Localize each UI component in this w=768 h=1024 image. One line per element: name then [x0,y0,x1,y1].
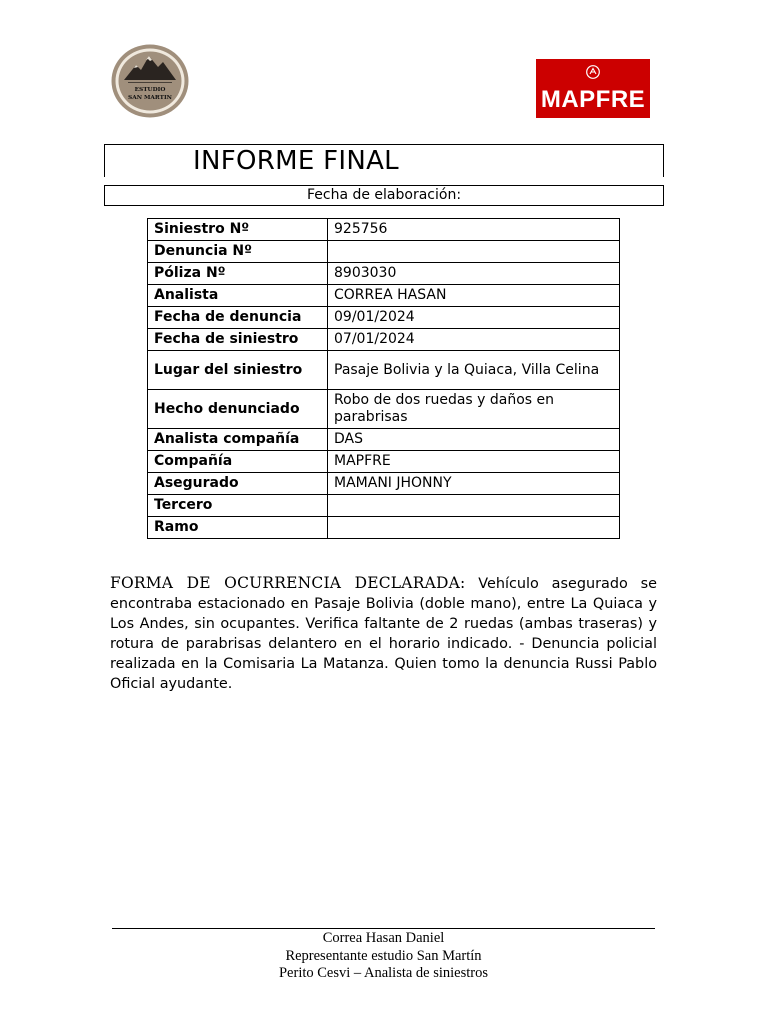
table-row [148,429,620,451]
table-row [148,241,620,263]
table-cell-label: Denuncia Nº [148,241,328,263]
table-cell-label: Fecha de denuncia [148,307,328,329]
table-cell-value [328,241,620,263]
table-row [148,351,620,390]
table-row [148,329,620,351]
table-cell-label: Fecha de siniestro [148,329,328,351]
table-row [148,285,620,307]
logo-text-line2: SAN MARTIN [128,95,172,101]
table-cell-label: Tercero [148,495,328,517]
title-box [104,144,664,177]
mapfre-brand-text: MAPFRE [540,86,646,113]
table-cell-label: Compañía [148,451,328,473]
occurrence-body: Vehículo asegurado se encontraba estacionado en Pasaje Bolivia (doble mano), entre La Quiaca y Los Andes, sin ocupantes. Verifica faltante de 2 ruedas (ambas traseras) y rotura de parabrisas delantero en el horario indicado. - Denuncia policial realizada en la Comisaria La Matanza. Quien tomo la denuncia Russi Pablo Oficial ayudante. [110,576,657,692]
table-cell-value: MAPFRE [328,451,620,473]
logo-text-line1: ESTUDIO [134,87,166,93]
table-row [148,517,620,539]
table-cell-value: 925756 [328,219,620,241]
occurrence-description [110,573,657,694]
signature-role: Representante estudio San Martín [285,947,482,964]
mapfre-emblem-icon [585,64,601,80]
table-cell-label: Hecho denunciado [148,390,328,429]
table-cell-label: Lugar del siniestro [148,351,328,390]
signature-block [112,930,655,983]
signature-name: Correa Hasan Daniel [322,930,445,946]
table-cell-value: CORREA HASAN [328,285,620,307]
signature-line [112,928,655,929]
table-cell-label: Póliza Nº [148,263,328,285]
table-cell-label: Siniestro Nº [148,219,328,241]
claim-info-table [147,218,620,539]
table-row [148,473,620,495]
page-title: INFORME FINAL [193,146,399,176]
signature-title: Perito Cesvi – Analista de siniestros [278,965,489,981]
date-label: Fecha de elaboración: [104,185,664,206]
table-cell-label: Ramo [148,517,328,539]
mountain-icon [110,43,190,119]
table-cell-value: MAMANI JHONNY [328,473,620,495]
table-row [148,390,620,429]
table-cell-label: Asegurado [148,473,328,495]
table-cell-value: Robo de dos ruedas y daños en parabrisas [328,390,620,429]
table-cell-value: 07/01/2024 [328,329,620,351]
occurrence-heading: FORMA DE OCURRENCIA DECLARADA: [110,574,466,592]
table-cell-label: Analista [148,285,328,307]
table-cell-value: Pasaje Bolivia y la Quiaca, Villa Celina [328,351,620,390]
mapfre-logo [536,59,650,118]
table-row [148,219,620,241]
table-cell-value [328,495,620,517]
table-row [148,495,620,517]
table-cell-value [328,517,620,539]
table-cell-value: DAS [328,429,620,451]
estudio-san-martin-logo [110,43,190,119]
table-cell-value: 09/01/2024 [328,307,620,329]
table-row [148,307,620,329]
table-cell-label: Analista compañía [148,429,328,451]
table-row [148,263,620,285]
table-row [148,451,620,473]
table-cell-value: 8903030 [328,263,620,285]
